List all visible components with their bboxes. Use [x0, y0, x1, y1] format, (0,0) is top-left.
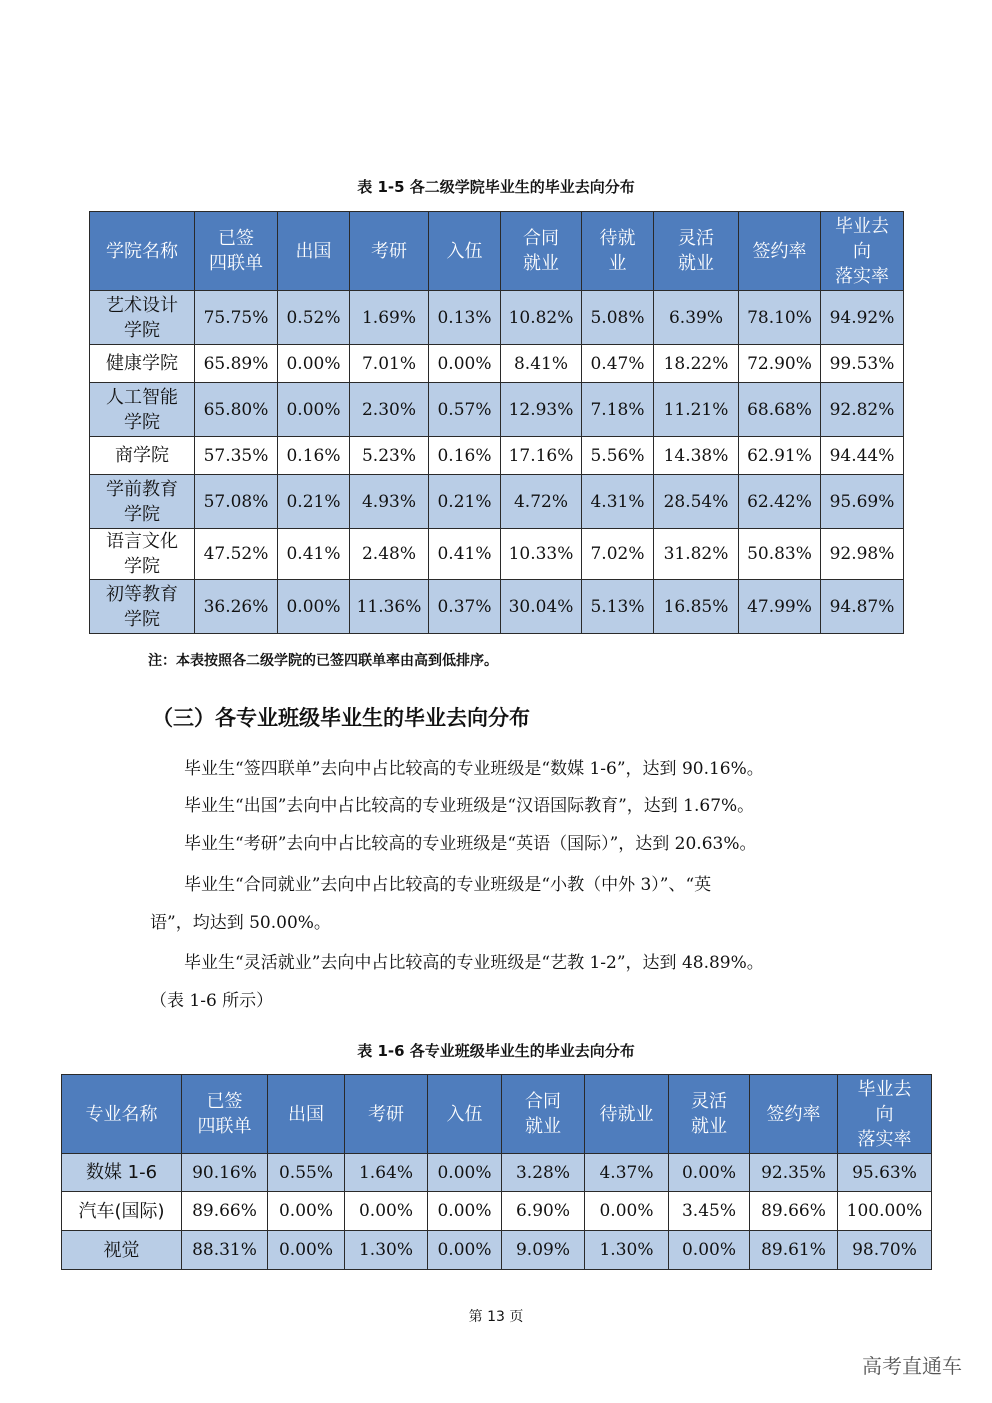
- value-cell: 6.90%: [502, 1192, 585, 1231]
- value-cell: 31.82%: [654, 529, 739, 580]
- watermark-text: 高考直通车: [862, 1354, 962, 1378]
- column-header: 合同 就业: [501, 212, 582, 291]
- row-label-cell: 数媒 1-6: [62, 1154, 182, 1192]
- value-cell: 0.00%: [278, 383, 350, 437]
- column-header: 入伍: [428, 1075, 502, 1154]
- table-row: [90, 437, 904, 475]
- value-cell: 62.91%: [739, 437, 821, 475]
- value-cell: 89.61%: [750, 1231, 838, 1270]
- value-cell: 7.01%: [350, 345, 429, 383]
- value-cell: 1.64%: [345, 1154, 428, 1192]
- row-label-cell: 人工智能 学院: [90, 383, 195, 437]
- value-cell: 75.75%: [195, 291, 278, 345]
- value-cell: 0.00%: [278, 580, 350, 634]
- value-cell: 17.16%: [501, 437, 582, 475]
- value-cell: 5.13%: [582, 580, 654, 634]
- value-cell: 0.00%: [429, 345, 501, 383]
- column-header: 考研: [350, 212, 429, 291]
- row-label-cell: 商学院: [90, 437, 195, 475]
- table-1-6: [61, 1074, 932, 1270]
- value-cell: 92.82%: [821, 383, 904, 437]
- column-header: 待就业: [585, 1075, 669, 1154]
- value-cell: 0.21%: [429, 475, 501, 529]
- value-cell: 0.00%: [428, 1154, 502, 1192]
- value-cell: 7.02%: [582, 529, 654, 580]
- value-cell: 28.54%: [654, 475, 739, 529]
- table-row: [62, 1231, 932, 1270]
- row-label-cell: 语言文化 学院: [90, 529, 195, 580]
- value-cell: 92.98%: [821, 529, 904, 580]
- value-cell: 8.41%: [501, 345, 582, 383]
- paragraph-line: （表 1-6 所示）: [150, 991, 274, 1011]
- column-header: 签约率: [750, 1075, 838, 1154]
- value-cell: 90.16%: [182, 1154, 268, 1192]
- value-cell: 65.80%: [195, 383, 278, 437]
- value-cell: 1.30%: [345, 1231, 428, 1270]
- value-cell: 47.99%: [739, 580, 821, 634]
- value-cell: 2.30%: [350, 383, 429, 437]
- table-row: [90, 580, 904, 634]
- value-cell: 0.57%: [429, 383, 501, 437]
- column-header: 入伍: [429, 212, 501, 291]
- value-cell: 68.68%: [739, 383, 821, 437]
- column-header: 已签 四联单: [182, 1075, 268, 1154]
- table-row: [90, 345, 904, 383]
- value-cell: 9.09%: [502, 1231, 585, 1270]
- value-cell: 4.93%: [350, 475, 429, 529]
- column-header: 灵活 就业: [654, 212, 739, 291]
- table-1-5: [89, 211, 904, 634]
- table-row: [62, 1192, 932, 1231]
- value-cell: 4.72%: [501, 475, 582, 529]
- value-cell: 0.21%: [278, 475, 350, 529]
- column-header: 签约率: [739, 212, 821, 291]
- table-row: [90, 383, 904, 437]
- value-cell: 16.85%: [654, 580, 739, 634]
- value-cell: 92.35%: [750, 1154, 838, 1192]
- paragraph-line: 语”，均达到 50.00%。: [150, 913, 331, 933]
- value-cell: 7.18%: [582, 383, 654, 437]
- value-cell: 6.39%: [654, 291, 739, 345]
- table-1-5-note: 注：本表按照各二级学院的已签四联单率由高到低排序。: [148, 653, 498, 669]
- value-cell: 95.69%: [821, 475, 904, 529]
- column-header: 毕业去 向 落实率: [838, 1075, 932, 1154]
- value-cell: 18.22%: [654, 345, 739, 383]
- value-cell: 47.52%: [195, 529, 278, 580]
- value-cell: 5.56%: [582, 437, 654, 475]
- value-cell: 100.00%: [838, 1192, 932, 1231]
- row-label-cell: 健康学院: [90, 345, 195, 383]
- row-label-cell: 汽车(国际): [62, 1192, 182, 1231]
- value-cell: 0.55%: [268, 1154, 345, 1192]
- value-cell: 0.00%: [669, 1231, 750, 1270]
- value-cell: 14.38%: [654, 437, 739, 475]
- value-cell: 0.00%: [268, 1192, 345, 1231]
- column-header: 待就 业: [582, 212, 654, 291]
- column-header: 毕业去 向 落实率: [821, 212, 904, 291]
- table-1-5-header-row: [90, 212, 904, 291]
- value-cell: 3.45%: [669, 1192, 750, 1231]
- value-cell: 99.53%: [821, 345, 904, 383]
- value-cell: 0.41%: [429, 529, 501, 580]
- value-cell: 0.00%: [585, 1192, 669, 1231]
- table-1-5-body: [90, 291, 904, 634]
- table-1-5-caption: 表 1-5 各二级学院毕业生的毕业去向分布: [357, 178, 635, 196]
- value-cell: 0.41%: [278, 529, 350, 580]
- value-cell: 0.00%: [278, 345, 350, 383]
- table-1-6-header-row: [62, 1075, 932, 1154]
- value-cell: 1.69%: [350, 291, 429, 345]
- column-header: 合同 就业: [502, 1075, 585, 1154]
- row-label-cell: 艺术设计 学院: [90, 291, 195, 345]
- value-cell: 0.00%: [669, 1154, 750, 1192]
- value-cell: 72.90%: [739, 345, 821, 383]
- value-cell: 89.66%: [182, 1192, 268, 1231]
- value-cell: 94.44%: [821, 437, 904, 475]
- table-row: [90, 291, 904, 345]
- value-cell: 0.00%: [428, 1192, 502, 1231]
- value-cell: 0.37%: [429, 580, 501, 634]
- page-number: 第 13 页: [468, 1309, 524, 1325]
- value-cell: 5.08%: [582, 291, 654, 345]
- column-header: 专业名称: [62, 1075, 182, 1154]
- value-cell: 0.52%: [278, 291, 350, 345]
- row-label-cell: 学前教育 学院: [90, 475, 195, 529]
- row-label-cell: 初等教育 学院: [90, 580, 195, 634]
- table-1-6-caption: 表 1-6 各专业班级毕业生的毕业去向分布: [357, 1042, 635, 1060]
- value-cell: 10.82%: [501, 291, 582, 345]
- value-cell: 10.33%: [501, 529, 582, 580]
- column-header: 已签 四联单: [195, 212, 278, 291]
- value-cell: 0.47%: [582, 345, 654, 383]
- value-cell: 0.16%: [429, 437, 501, 475]
- paragraph-line: 毕业生“签四联单”去向中占比较高的专业班级是“数媒 1-6”，达到 90.16%。: [150, 759, 764, 779]
- paragraph-line: 毕业生“考研”去向中占比较高的专业班级是“英语（国际）”，达到 20.63%。: [150, 834, 757, 854]
- value-cell: 94.87%: [821, 580, 904, 634]
- paragraph-line: 毕业生“灵活就业”去向中占比较高的专业班级是“艺教 1-2”，达到 48.89%。: [150, 953, 764, 973]
- value-cell: 88.31%: [182, 1231, 268, 1270]
- value-cell: 36.26%: [195, 580, 278, 634]
- value-cell: 12.93%: [501, 383, 582, 437]
- value-cell: 11.21%: [654, 383, 739, 437]
- paragraph-line: 毕业生“出国”去向中占比较高的专业班级是“汉语国际教育”，达到 1.67%。: [150, 796, 755, 816]
- value-cell: 0.00%: [345, 1192, 428, 1231]
- value-cell: 89.66%: [750, 1192, 838, 1231]
- table-row: [90, 529, 904, 580]
- value-cell: 65.89%: [195, 345, 278, 383]
- section-heading: （三）各专业班级毕业生的毕业去向分布: [152, 706, 530, 730]
- value-cell: 1.30%: [585, 1231, 669, 1270]
- value-cell: 78.10%: [739, 291, 821, 345]
- column-header: 学院名称: [90, 212, 195, 291]
- table-row: [90, 475, 904, 529]
- column-header: 考研: [345, 1075, 428, 1154]
- value-cell: 0.13%: [429, 291, 501, 345]
- column-header: 灵活 就业: [669, 1075, 750, 1154]
- value-cell: 50.83%: [739, 529, 821, 580]
- row-label-cell: 视觉: [62, 1231, 182, 1270]
- value-cell: 30.04%: [501, 580, 582, 634]
- value-cell: 62.42%: [739, 475, 821, 529]
- value-cell: 57.35%: [195, 437, 278, 475]
- value-cell: 4.37%: [585, 1154, 669, 1192]
- paragraph-line: 毕业生“合同就业”去向中占比较高的专业班级是“小教（中外 3）”、“英: [150, 875, 712, 895]
- column-header: 出国: [268, 1075, 345, 1154]
- value-cell: 0.00%: [428, 1231, 502, 1270]
- table-1-6-body: [62, 1154, 932, 1270]
- value-cell: 98.70%: [838, 1231, 932, 1270]
- value-cell: 95.63%: [838, 1154, 932, 1192]
- value-cell: 94.92%: [821, 291, 904, 345]
- value-cell: 0.00%: [268, 1231, 345, 1270]
- value-cell: 4.31%: [582, 475, 654, 529]
- value-cell: 57.08%: [195, 475, 278, 529]
- value-cell: 5.23%: [350, 437, 429, 475]
- table-row: [62, 1154, 932, 1192]
- value-cell: 3.28%: [502, 1154, 585, 1192]
- value-cell: 2.48%: [350, 529, 429, 580]
- column-header: 出国: [278, 212, 350, 291]
- value-cell: 11.36%: [350, 580, 429, 634]
- value-cell: 0.16%: [278, 437, 350, 475]
